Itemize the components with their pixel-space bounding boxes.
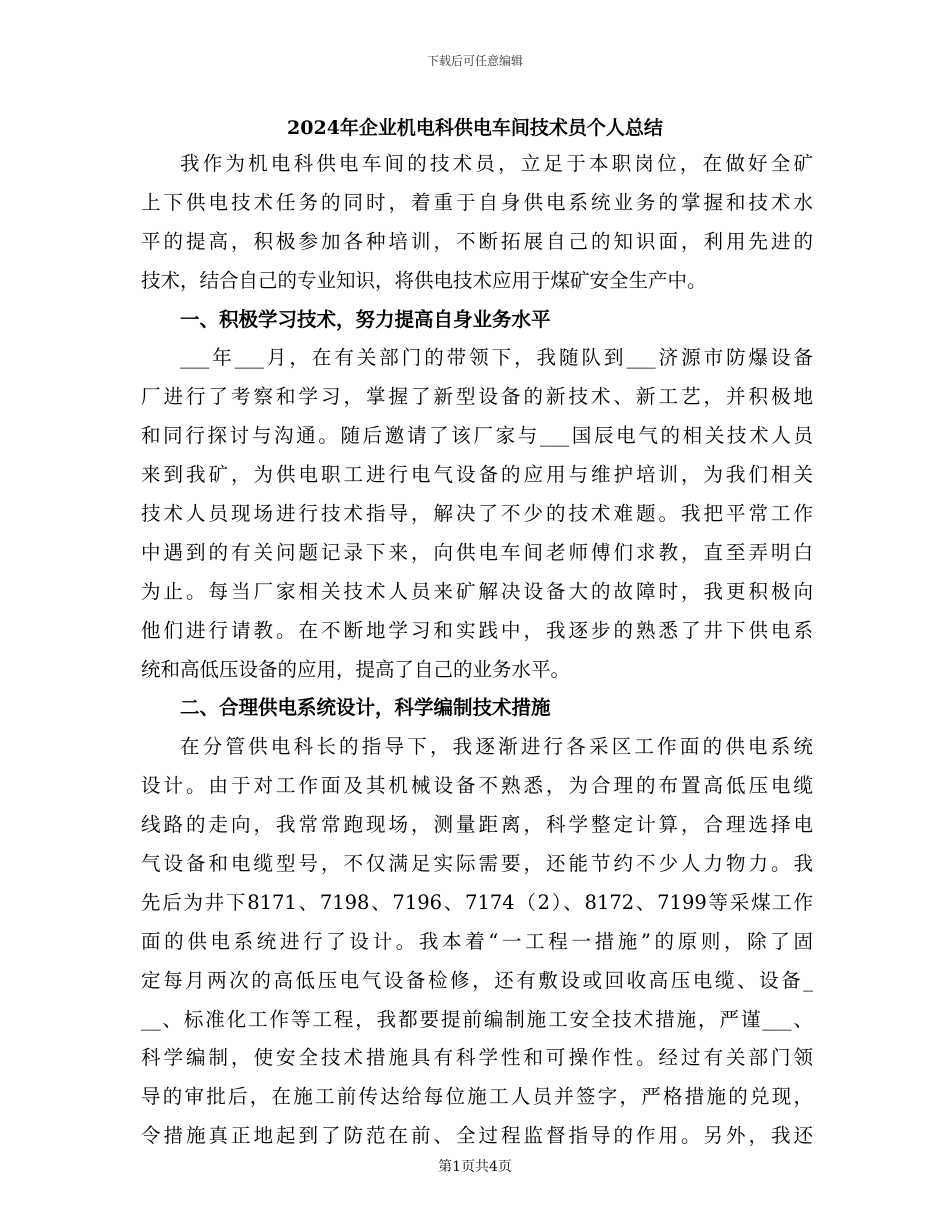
paragraph-line: 导的审批后，在施工前传达给每位施工人员并签字，严格措施的兑现，: [141, 1085, 813, 1109]
paragraph-line: 技术，结合自己的专业知识，将供电技术应用于煤矿安全生产中。: [141, 268, 707, 292]
paragraph-line: 上下供电技术任务的同时，着重于自身供电系统业务的掌握和技术水: [141, 190, 813, 214]
section-heading: 一、积极学习技术，努力提高自身业务水平: [180, 307, 551, 331]
page-footer-number: 第1页共4页: [438, 1159, 512, 1175]
paragraph-line: 定每月两次的高低压电气设备检修，还有敷设或回收高压电缆、设备_: [141, 968, 813, 992]
paragraph-line: 气设备和电缆型号，不仅满足实际需要，还能节约不少人力物力。我: [141, 852, 813, 876]
paragraph-line: ___年___月，在有关部门的带领下，我随队到___济源市防爆设备: [180, 346, 813, 370]
paragraph-line: 线路的走向，我常常跑现场，测量距离，科学整定计算，合理选择电: [141, 813, 813, 837]
paragraph-line: __、标准化工作等工程，我都要提前编制施工安全技术措施，严谨___、: [141, 1007, 813, 1031]
page-header-note: 下载后可任意编辑: [426, 54, 523, 68]
paragraph-line: 平的提高，积极参加各种培训，不断拓展自己的知识面，利用先进的: [141, 229, 813, 253]
paragraph-line: 中遇到的有关问题记录下来，向供电车间老师傅们求教，直至弄明白: [141, 540, 813, 564]
paragraph-line: 厂进行了考察和学习，掌握了新型设备的新技术、新工艺，并积极地: [141, 385, 813, 409]
paragraph-line: 先后为井下8171、7198、7196、7174（2）、8172、7199等采煤工作: [141, 890, 813, 914]
paragraph-line: 统和高低压设备的应用，提高了自己的业务水平。: [141, 657, 571, 681]
paragraph-line: 设计。由于对工作面及其机械设备不熟悉，为合理的布置高低压电缆: [141, 774, 813, 798]
paragraph-line: 我作为机电科供电车间的技术员，立足于本职岗位，在做好全矿: [180, 152, 813, 175]
paragraph-line: 面的供电系统进行了设计。我本着“一工程一措施”的原则，除了固: [141, 929, 813, 953]
document-title: 2024年企业机电科供电车间技术员个人总结: [287, 117, 663, 139]
paragraph-line: 在分管供电科长的指导下，我逐渐进行各采区工作面的供电系统: [180, 735, 813, 759]
paragraph-line: 为止。每当厂家相关技术人员来矿解决设备大的故障时，我更积极向: [141, 579, 813, 603]
document-body: [141, 145, 813, 1156]
paragraph-line: 来到我矿，为供电职工进行电气设备的应用与维护培训，为我们相关: [141, 463, 813, 487]
paragraph-line: 他们进行请教。在不断地学习和实践中，我逐步的熟悉了井下供电系: [141, 618, 813, 642]
paragraph-line: 令措施真正地起到了防范在前、全过程监督指导的作用。另外，我还: [141, 1124, 813, 1148]
paragraph-line: 技术人员现场进行技术指导，解决了不少的技术难题。我把平常工作: [141, 502, 813, 526]
paragraph-line: 科学编制，使安全技术措施具有科学性和可操作性。经过有关部门领: [141, 1046, 813, 1070]
paragraph-line: 和同行探讨与沟通。随后邀请了该厂家与___国辰电气的相关技术人员: [141, 424, 813, 448]
section-heading: 二、合理供电系统设计，科学编制技术措施: [180, 696, 551, 720]
